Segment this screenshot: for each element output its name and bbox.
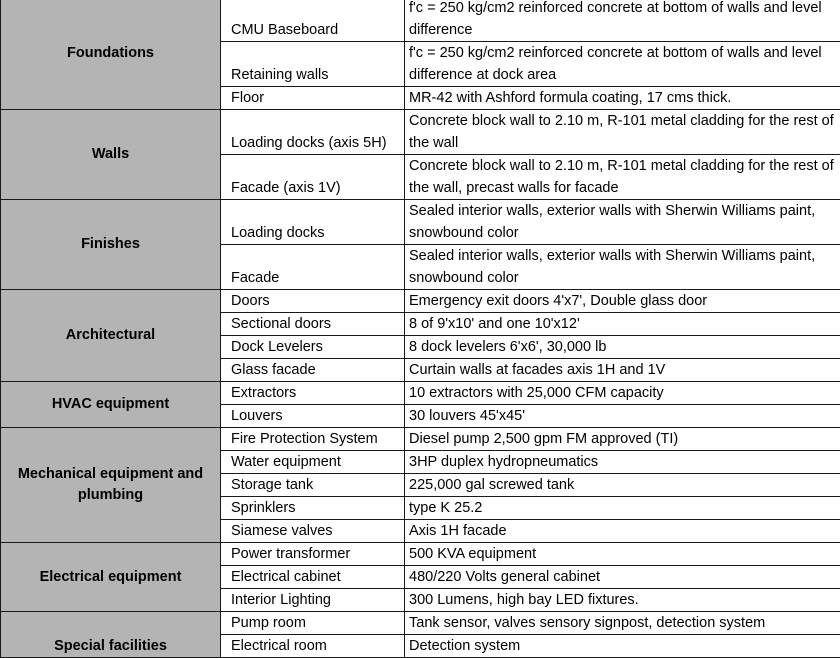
description-cell: MR-42 with Ashford formula coating, 17 cms thick. [405, 87, 840, 110]
item-cell: CMU Baseboard [221, 0, 405, 42]
description-cell: Axis 1H facade [405, 520, 840, 543]
item-cell: Storage tank [221, 474, 405, 497]
description-cell: 480/220 Volts general cabinet [405, 566, 840, 589]
description-cell: Concrete block wall to 2.10 m, R-101 metal cladding for the rest of the wall, precast walls for facade [405, 155, 840, 200]
category-cell: Foundations [1, 0, 221, 110]
item-cell: Power transformer [221, 543, 405, 566]
table-row [1, 382, 840, 405]
table-row [1, 612, 840, 635]
description-cell: Emergency exit doors 4'x7', Double glass door [405, 290, 840, 313]
item-cell: Facade (axis 1V) [221, 155, 405, 200]
table-row [1, 428, 840, 451]
description-cell: 8 of 9'x10' and one 10'x12' [405, 313, 840, 336]
description-cell: Detection system [405, 635, 840, 658]
description-cell: Curtain walls at facades axis 1H and 1V [405, 359, 840, 382]
category-cell: Special facilities [1, 612, 221, 658]
item-cell: Loading docks [221, 200, 405, 245]
item-cell: Floor [221, 87, 405, 110]
description-cell: 300 Lumens, high bay LED fixtures. [405, 589, 840, 612]
table-row [1, 200, 840, 245]
item-cell: Interior Lighting [221, 589, 405, 612]
item-cell: Dock Levelers [221, 336, 405, 359]
item-cell: Sectional doors [221, 313, 405, 336]
item-cell: Loading docks (axis 5H) [221, 110, 405, 155]
item-cell: Electrical cabinet [221, 566, 405, 589]
table-row [1, 543, 840, 566]
item-cell: Sprinklers [221, 497, 405, 520]
category-cell: Walls [1, 110, 221, 200]
item-cell: Facade [221, 245, 405, 290]
category-cell: Architectural [1, 290, 221, 382]
item-cell: Siamese valves [221, 520, 405, 543]
category-cell: HVAC equipment [1, 382, 221, 428]
description-cell: 8 dock levelers 6'x6', 30,000 lb [405, 336, 840, 359]
category-cell: Mechanical equipment and plumbing [1, 428, 221, 543]
description-cell: Sealed interior walls, exterior walls with Sherwin Williams paint, snowbound color [405, 245, 840, 290]
item-cell: Fire Protection System [221, 428, 405, 451]
item-cell: Extractors [221, 382, 405, 405]
item-cell: Water equipment [221, 451, 405, 474]
item-cell: Glass facade [221, 359, 405, 382]
table-row [1, 290, 840, 313]
table-row [1, 110, 840, 155]
item-cell: Electrical room [221, 635, 405, 658]
description-cell: 30 louvers 45'x45' [405, 405, 840, 428]
category-cell: Electrical equipment [1, 543, 221, 612]
item-cell: Doors [221, 290, 405, 313]
specifications-table-body [1, 0, 840, 658]
description-cell: f'c = 250 kg/cm2 reinforced concrete at bottom of walls and level difference [405, 0, 840, 42]
category-cell: Finishes [1, 200, 221, 290]
description-cell: 3HP duplex hydropneumatics [405, 451, 840, 474]
description-cell: 10 extractors with 25,000 CFM capacity [405, 382, 840, 405]
description-cell: 500 KVA equipment [405, 543, 840, 566]
description-cell: type K 25.2 [405, 497, 840, 520]
item-cell: Louvers [221, 405, 405, 428]
description-cell: Concrete block wall to 2.10 m, R-101 metal cladding for the rest of the wall [405, 110, 840, 155]
description-cell: f'c = 250 kg/cm2 reinforced concrete at bottom of walls and level difference at dock area [405, 42, 840, 87]
item-cell: Pump room [221, 612, 405, 635]
description-cell: Diesel pump 2,500 gpm FM approved (TI) [405, 428, 840, 451]
item-cell: Retaining walls [221, 42, 405, 87]
description-cell: 225,000 gal screwed tank [405, 474, 840, 497]
description-cell: Sealed interior walls, exterior walls with Sherwin Williams paint, snowbound color [405, 200, 840, 245]
table-row [1, 0, 840, 42]
description-cell: Tank sensor, valves sensory signpost, detection system [405, 612, 840, 635]
